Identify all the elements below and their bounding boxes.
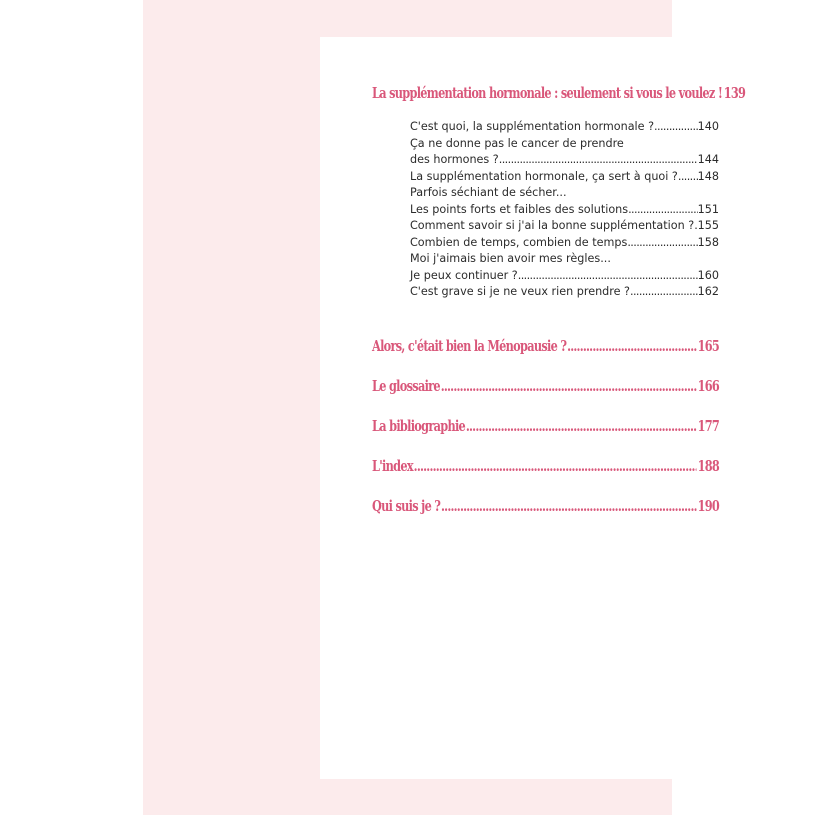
- toc-entry: [410, 119, 719, 136]
- toc-entry-page: 148: [697, 169, 719, 183]
- toc-leader-dots: [466, 418, 697, 435]
- toc-section: [372, 378, 719, 395]
- toc-entry-title: Combien de temps, combien de temps: [410, 235, 628, 249]
- toc-section-title: La bibliographie: [372, 418, 466, 435]
- page-frame: [143, 0, 746, 815]
- toc-entry: [410, 218, 719, 235]
- toc-leader-dots: [518, 268, 698, 285]
- toc-entry-page: 158: [697, 235, 719, 249]
- toc-entry: [410, 251, 719, 268]
- toc-entry-title: Les points forts et faibles des solutions: [410, 202, 629, 216]
- toc-leader-dots: [567, 338, 697, 355]
- toc-section-page: 190: [697, 498, 720, 515]
- toc-leader-dots: [628, 202, 698, 219]
- toc-entry: [410, 185, 719, 202]
- toc-subentries: [410, 119, 719, 301]
- toc-section-page: 166: [697, 378, 720, 395]
- toc-entry-page: 160: [697, 268, 719, 282]
- toc-entry-title: Ça ne donne pas le cancer de prendre: [410, 136, 624, 150]
- toc-leader-dots: [414, 458, 697, 475]
- toc-section-title: L'index: [372, 458, 413, 475]
- toc-section-title: Le glossaire: [372, 378, 440, 395]
- toc-heading-title: La supplémentation hormonale : seulement si vous le voulez !: [372, 85, 723, 102]
- toc-entry-title: C'est grave si je ne veux rien prendre ?: [410, 285, 630, 298]
- book-page: [320, 37, 774, 779]
- toc-section-title: Alors, c'était bien la Ménopausie ?: [372, 338, 567, 355]
- toc-entry-page: 151: [697, 202, 719, 216]
- toc-entry-page: 162: [697, 285, 719, 298]
- toc-entry-page: 140: [697, 120, 719, 133]
- toc-leader-dots: [678, 169, 698, 186]
- toc-entry-title: C'est quoi, la supplémentation hormonale ?: [410, 120, 655, 133]
- toc-entry-title: La supplémentation hormonale, ça sert à quoi ?: [410, 169, 678, 183]
- toc-entry-page: 144: [697, 153, 719, 166]
- toc-chapter-heading: [372, 85, 746, 102]
- toc-section: [372, 338, 719, 355]
- toc-entry-title: des hormones ?: [410, 153, 499, 166]
- toc-leader-dots: [654, 119, 698, 136]
- toc-entry: [410, 169, 719, 186]
- toc-entry: [410, 152, 719, 169]
- toc-entry-title: Comment savoir si j'ai la bonne supplémentation ?: [410, 219, 695, 232]
- toc-entry-title: Moi j'aimais bien avoir mes règles...: [410, 252, 611, 265]
- toc-entry: [410, 235, 719, 252]
- toc-leader-dots: [627, 235, 697, 252]
- toc-entry-page: 155: [697, 219, 719, 232]
- toc-section: [372, 498, 719, 515]
- toc-section-page: 177: [697, 418, 720, 435]
- toc-section: [372, 418, 719, 435]
- toc-entry: [410, 268, 719, 285]
- toc-entry: [410, 202, 719, 219]
- toc-entry: [410, 136, 719, 153]
- toc-entry-title: Je peux continuer ?: [410, 268, 518, 282]
- toc-entry: [410, 284, 719, 301]
- toc-section-page: 188: [697, 458, 720, 475]
- toc-leader-dots: [441, 498, 697, 515]
- toc-section-title: Qui suis je ?: [372, 498, 441, 515]
- toc-section-page: 165: [697, 338, 720, 355]
- toc-entry-title: Parfois séchiant de sécher...: [410, 186, 567, 199]
- toc-leader-dots: [630, 284, 698, 301]
- toc-heading-page: 139: [723, 85, 746, 102]
- toc-leader-dots: [441, 378, 697, 395]
- toc-leader-dots: [499, 152, 698, 169]
- toc-section: [372, 458, 719, 475]
